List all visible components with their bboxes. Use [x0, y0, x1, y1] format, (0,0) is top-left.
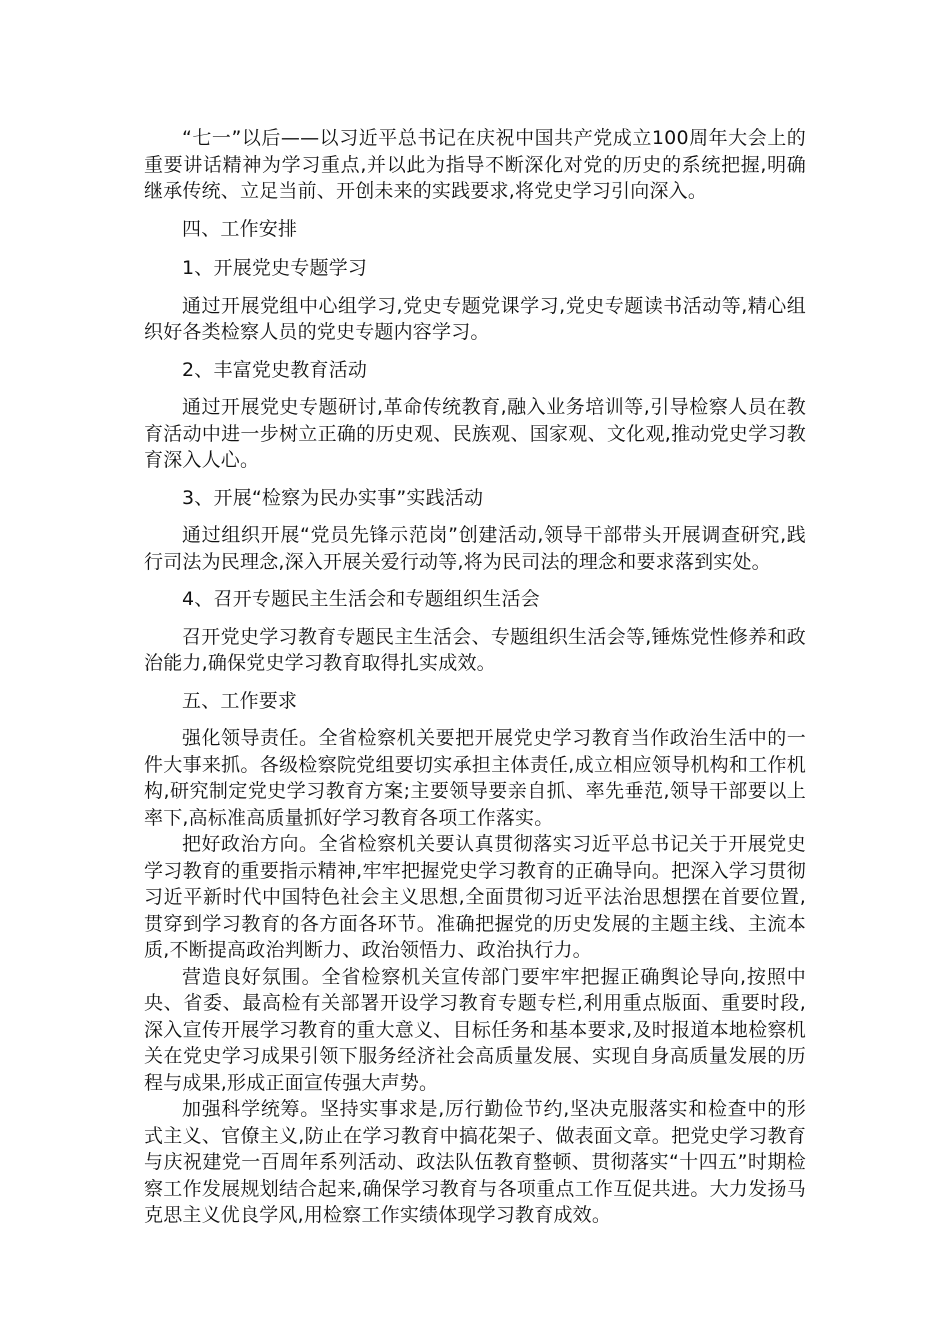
section-heading-work-requirements: 五、工作要求 [182, 689, 298, 712]
paragraph-practical-activities: 通过组织开展“党员先锋示范岗”创建活动,领导干部带头开展调查研究,践行司法为民理念,深入开展关爱行动等,将为民司法的理念和要求落到实处。 [144, 524, 806, 573]
subheading-life-meetings: 4、召开专题民主生活会和专题组织生活会 [182, 588, 540, 610]
paragraph-education-activities: 通过开展党史专题研讨,革命传统教育,融入业务培训等,引导检察人员在教育活动中进一步树立正确的历史观、民族观、国家观、文化观,推动党史学习教育深入人心。 [144, 396, 806, 471]
paragraph-july-first-study: “七一”以后——以习近平总书记在庆祝中国共产党成立100周年大会上的重要讲话精神为学习重点,并以此为指导不断深化对党的历史的系统把握,明确继承传统、立足当前、开创未来的实践要求,将党史学习引向深入。 [144, 127, 806, 202]
subheading-practical-activities: 3、开展“检察为民办实事”实践活动 [182, 486, 484, 509]
paragraph-leadership-responsibility: 强化领导责任。全省检察机关要把开展党史学习教育当作政治生活中的一件大事来抓。各级检察院党组要切实承担主体责任,成立相应领导机构和工作机构,研究制定党史学习教育方案;主要领导要亲自抓、率先垂范,领导干部要以上率下,高标准高质量抓好学习教育各项工作落实。 [144, 727, 806, 829]
paragraph-life-meetings: 召开党史学习教育专题民主生活会、专题组织生活会等,锤炼党性修养和政治能力,确保党史学习教育取得扎实成效。 [144, 625, 806, 674]
paragraph-party-history-study: 通过开展党组中心组学习,党史专题党课学习,党史专题读书活动等,精心组织好各类检察人员的党史专题内容学习。 [144, 294, 806, 343]
subheading-education-activities: 2、丰富党史教育活动 [182, 358, 368, 381]
paragraph-good-atmosphere: 营造良好氛围。全省检察机关宣传部门要牢牢把握正确舆论导向,按照中央、省委、最高检有关部署开设学习教育专题专栏,利用重点版面、重要时段,深入宣传开展学习教育的重大意义、目标任务和基本要求,及时报道本地检察机关在党史学习成果引领下服务经济社会高质量发展、实现自身高质量发展的历程与成果,形成正面宣传强大声势。 [144, 965, 806, 1094]
subheading-party-history-study: 1、开展党史专题学习 [182, 257, 368, 279]
paragraph-scientific-coordination: 加强科学统筹。坚持实事求是,厉行勤俭节约,坚决克服落实和检查中的形式主义、官僚主义,防止在学习教育中搞花架子、做表面文章。把党史学习教育与庆祝建党一百周年系列活动、政法队伍教育整顿、贯彻落实“十四五”时期检察工作发展规划结合起来,确保学习教育与各项重点工作互促共进。大力发扬马克思主义优良学风,用检察工作实绩体现学习教育成效。 [144, 1098, 806, 1226]
paragraph-political-direction: 把好政治方向。全省检察机关要认真贯彻落实习近平总书记关于开展党史学习教育的重要指示精神,牢牢把握党史学习教育的正确导向。把深入学习贯彻习近平新时代中国特色社会主义思想,全面贯彻习近平法治思想摆在首要位置,贯穿到学习教育的各方面各环节。准确把握党的历史发展的主题主线、主流本质,不断提高政治判断力、政治领悟力、政治执行力。 [144, 833, 806, 961]
document-body [144, 125, 806, 1229]
section-heading-work-arrangement: 四、工作安排 [182, 217, 298, 240]
